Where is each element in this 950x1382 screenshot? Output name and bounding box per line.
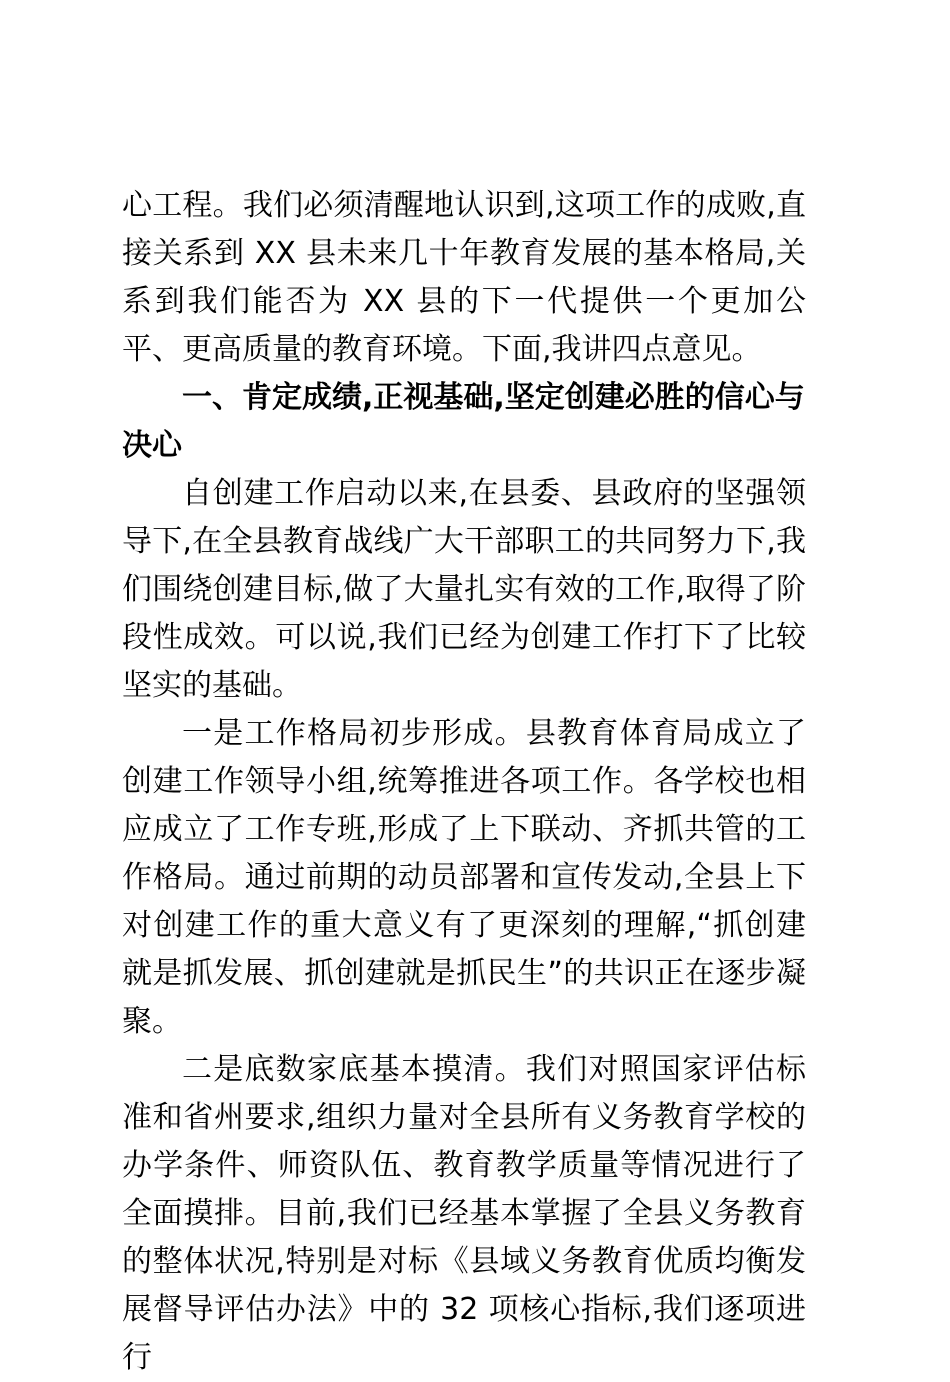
paragraph-continuation: 心工程。我们必须清醒地认识到,这项工作的成败,直接关系到 XX 县未来几十年教育发展的基本格局,关系到我们能否为 XX 县的下一代提供一个更加公平、更高质量的教育环境。下面,我讲四点意见。 bbox=[122, 188, 806, 367]
paragraph-point-one: 一是工作格局初步形成。县教育体育局成立了创建工作领导小组,统筹推进各项工作。各学校也相应成立了工作专班,形成了上下联动、齐抓共管的工作格局。通过前期的动员部署和宣传发动,全县上下对创建工作的重大意义有了更深刻的理解,“抓创建就是抓发展、抓创建就是抓民生”的共识正在逐步凝聚。 bbox=[122, 716, 806, 1039]
paragraph-point-two: 二是底数家底基本摸清。我们对照国家评估标准和省州要求,组织力量对全县所有义务教育学校的办学条件、师资队伍、教育教学质量等情况进行了全面摸排。目前,我们已经基本掌握了全县义务教育的整体状况,特别是对标《县域义务教育优质均衡发展督导评估办法》中的 32 项核心指标,我们逐项进行 bbox=[122, 1052, 806, 1375]
document-text-column bbox=[122, 182, 806, 1382]
section-heading-one: 一、肯定成绩,正视基础,坚定创建必胜的信心与决心 bbox=[122, 380, 805, 463]
paragraph-achievements: 自创建工作启动以来,在县委、县政府的坚强领导下,在全县教育战线广大干部职工的共同努力下,我们围绕创建目标,做了大量扎实有效的工作,取得了阶段性成效。可以说,我们已经为创建工作打下了比较坚实的基础。 bbox=[122, 476, 806, 703]
